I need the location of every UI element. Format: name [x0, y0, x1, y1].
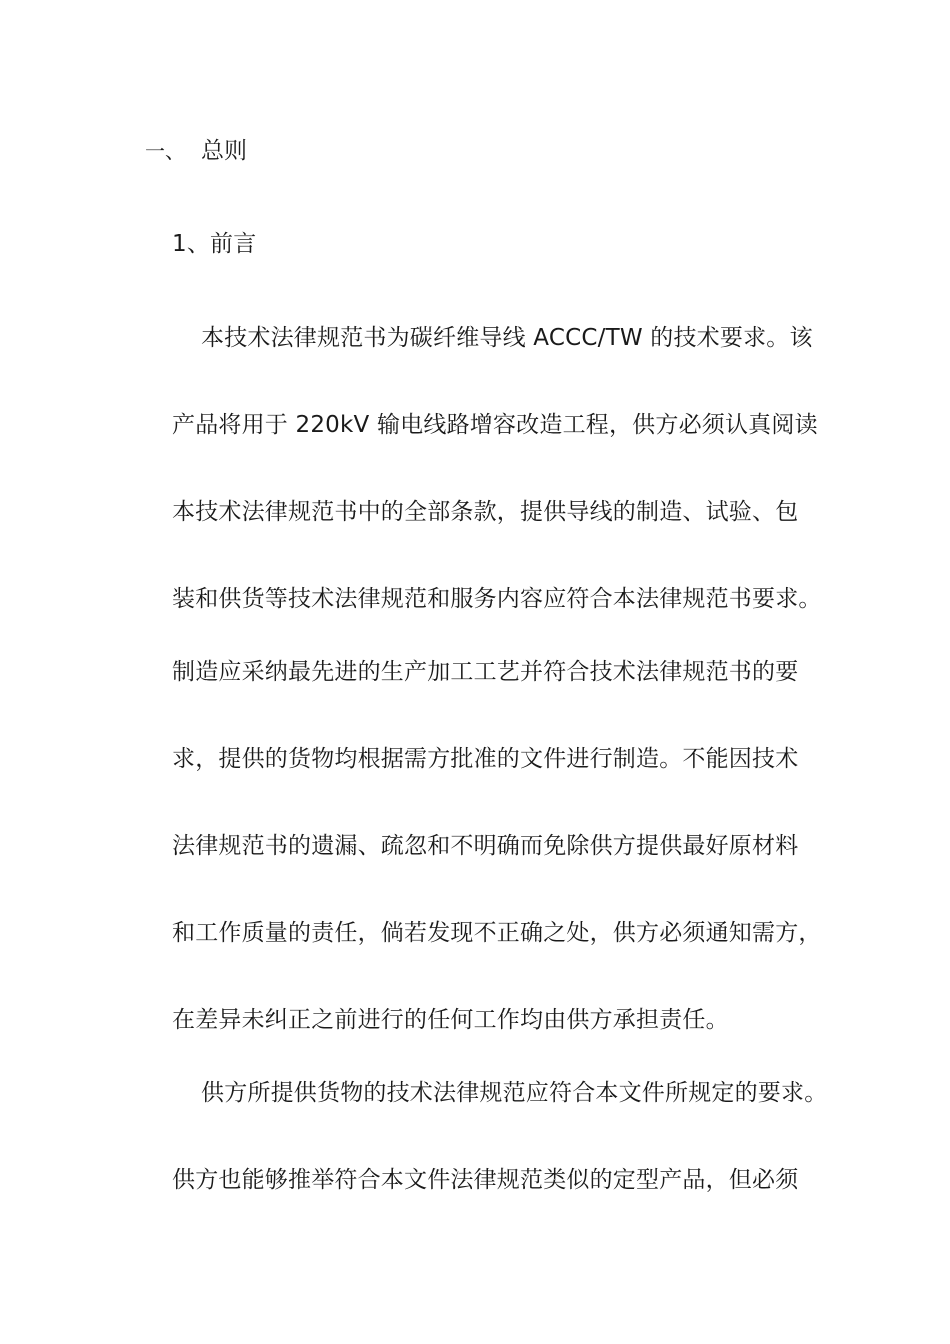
paragraph-line: 本技术法律规范书中的全部条款，提供导线的制造、试验、包: [172, 499, 799, 525]
paragraph-line: 制造应采纳最先进的生产加工工艺并符合技术法律规范书的要: [172, 659, 799, 685]
paragraph-line: 产品将用于 220kV 输电线路增容改造工程，供方必须认真阅读: [172, 412, 818, 438]
paragraph-line: 供方所提供货物的技术法律规范应符合本文件所规定的要求。: [201, 1080, 828, 1106]
subsection-title: 1、前言: [172, 231, 257, 257]
section-title: 总则: [201, 138, 247, 164]
paragraph-line: 装和供货等技术法律规范和服务内容应符合本法律规范书要求。: [172, 586, 822, 612]
paragraph-line: 供方也能够推举符合本文件法律规范类似的定型产品，但必须: [172, 1167, 799, 1193]
paragraph-line: 法律规范书的遗漏、疏忽和不明确而免除供方提供最好原材料: [172, 833, 799, 859]
paragraph-line: 和工作质量的责任，倘若发现不正确之处，供方必须通知需方，: [172, 920, 822, 946]
paragraph-line: 本技术法律规范书为碳纤维导线 ACCC/TW 的技术要求。该: [201, 325, 813, 351]
section-number: 一、: [145, 139, 185, 163]
paragraph-line: 求，提供的货物均根据需方批准的文件进行制造。不能因技术: [172, 746, 799, 772]
paragraph-line: 在差异未纠正之前进行的任何工作均由供方承担责任。: [172, 1007, 729, 1033]
